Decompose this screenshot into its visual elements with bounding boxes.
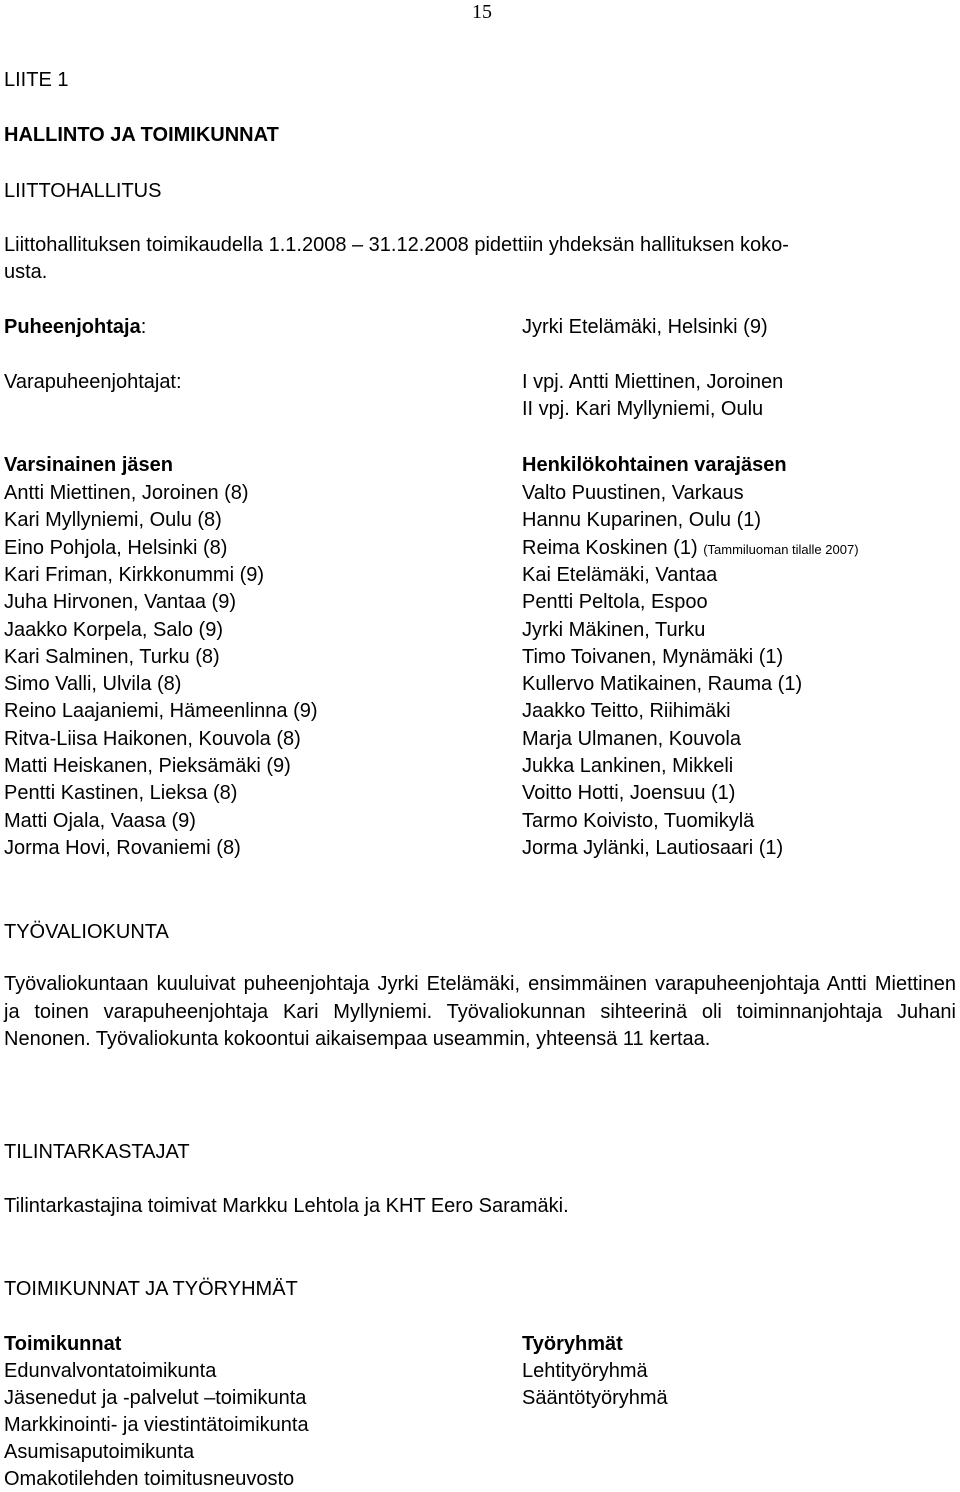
member-row [4,728,956,752]
vice-chair-1: I vpj. Antti Miettinen, Joroinen [522,371,784,393]
member-row [4,837,956,861]
member-row [4,537,956,561]
member-row [4,810,956,834]
member-name: Simo Valli, Ulvila (8) [4,673,182,696]
member-row [4,755,956,779]
member-name: Kari Myllyniemi, Oulu (8) [4,509,222,532]
deputy-cell [522,810,754,833]
vice-chair-2: II vpj. Kari Myllyniemi, Oulu [522,398,764,420]
auditors-text: Tilintarkastajina toimivat Markku Lehtola ja KHT Eero Saramäki. [4,1195,569,1217]
vice-chairs-label: Varapuheenjohtajat: [4,371,182,393]
deputy-cell [522,700,731,723]
board-intro-line1: Liittohallituksen toimikaudella 1.1.2008 – 31.12.2008 pidettiin yhdeksän hallituksen koko- [4,234,789,256]
member-name: Reino Laajaniemi, Hämeenlinna (9) [4,700,318,723]
member-row [4,646,956,670]
committee-item: Markkinointi- ja viestintätoimikunta [4,1414,309,1436]
work-committee-text: Työvaliokuntaan kuuluivat puheenjohtaja Jyrki Etelämäki, ensimmäinen varapuheenjohtaja Antti Miettinen ja toinen varapuheenjohtaja Kari Myllyniemi. Työvaliokunnan sihteerinä oli toiminnanjohtaja Juhani Nenonen. Työvaliokunta kokoontui aikaisempaa useammin, yhteensä 11 kertaa. [4,973,956,1050]
member-row [4,482,956,506]
member-row [4,591,956,615]
committee-item: Jäsenedut ja -palvelut –toimikunta [4,1387,307,1409]
chair-label-text: Puheenjohtaja [4,316,141,338]
deputy-name: Pentti Peltola, Espoo [522,591,708,614]
deputy-cell [522,619,705,642]
member-name: Jorma Hovi, Rovaniemi (8) [4,836,241,859]
chair-value: Jyrki Etelämäki, Helsinki (9) [522,316,768,338]
chair-label [4,317,146,337]
working-group-item: Sääntötyöryhmä [522,1387,668,1409]
member-name: Matti Ojala, Vaasa (9) [4,809,196,832]
deputy-cell [522,728,741,751]
deputy-name: Jorma Jylänki, Lautiosaari (1) [522,836,784,859]
member-name: Jaakko Korpela, Salo (9) [4,618,224,641]
member-name: Antti Miettinen, Joroinen (8) [4,482,249,504]
member-name: Pentti Kastinen, Lieksa (8) [4,782,238,805]
member-name: Juha Hirvonen, Vantaa (9) [4,591,236,614]
deputy-cell [522,509,761,532]
deputy-name: Timo Toivanen, Mynämäki (1) [522,645,784,668]
member-name: Matti Heiskanen, Pieksämäki (9) [4,755,291,777]
member-name: Kari Friman, Kirkkonummi (9) [4,563,265,586]
auditors-heading: TILINTARKASTAJAT [4,1141,190,1163]
member-row [4,619,956,643]
column-header-member: Varsinainen jäsen [4,454,173,476]
committee-item: Edunvalvontatoimikunta [4,1360,217,1382]
deputy-cell [522,755,733,778]
appendix-label: LIITE 1 [4,69,69,91]
working-groups-title: Työryhmät [522,1333,623,1355]
member-row [4,782,956,806]
board-heading: LIITTOHALLITUS [4,180,162,202]
work-committee-heading: TYÖVALIOKUNTA [4,921,169,943]
committees-title: Toimikunnat [4,1333,122,1355]
member-name: Ritva-Liisa Haikonen, Kouvola (8) [4,727,301,750]
column-header-deputy: Henkilökohtainen varajäsen [522,454,787,476]
deputy-name: Jaakko Teitto, Riihimäki [522,700,731,723]
deputy-cell [522,564,717,587]
deputy-name: Marja Ulmanen, Kouvola [522,727,741,750]
deputy-name: Tarmo Koivisto, Tuomikylä [522,809,755,832]
member-row [4,700,956,724]
deputy-cell [522,837,783,860]
member-name: Eino Pohjola, Helsinki (8) [4,536,228,559]
committees-heading: TOIMIKUNNAT JA TYÖRYHMÄT [4,1278,298,1300]
deputy-name: Kai Etelämäki, Vantaa [522,563,718,586]
deputy-note: (Tammiluoman tilalle 2007) [703,541,859,557]
chair-label-colon: : [140,316,147,338]
deputy-cell [522,673,802,696]
deputy-name: Jyrki Mäkinen, Turku [522,618,706,641]
deputy-name: Voitto Hotti, Joensuu (1) [522,782,736,805]
deputy-cell [522,782,735,805]
deputy-name: Hannu Kuparinen, Oulu (1) [522,509,762,532]
deputy-cell [522,591,708,614]
deputy-cell [522,646,783,669]
deputy-name: Valto Puustinen, Varkaus [522,482,744,504]
main-heading: HALLINTO JA TOIMIKUNNAT [4,124,279,146]
board-intro-line2: usta. [4,261,48,283]
committee-item: Omakotilehden toimitusneuvosto [4,1468,295,1490]
member-row [4,509,956,533]
deputy-cell [522,537,859,560]
deputy-name: Reima Koskinen (1) [522,536,698,559]
deputy-cell [522,482,744,505]
member-name: Kari Salminen, Turku (8) [4,645,220,668]
deputy-name: Kullervo Matikainen, Rauma (1) [522,673,803,696]
committee-item: Asumisaputoimikunta [4,1441,195,1463]
member-row [4,673,956,697]
working-group-item: Lehtityöryhmä [522,1360,648,1382]
deputy-name: Jukka Lankinen, Mikkeli [522,755,734,777]
page-number: 15 [472,1,492,23]
member-row [4,564,956,588]
